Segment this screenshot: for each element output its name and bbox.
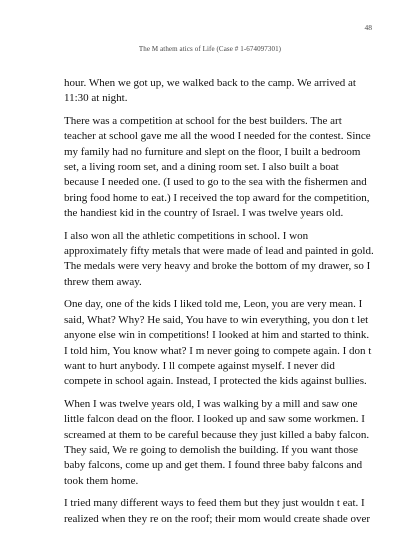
paragraph: I also won all the athletic competitions in school. I won approximately fifty metals that were made of lead and painted in gold. The medals were very heavy and broke the bottom of my drawer, so I threw them away. xyxy=(64,229,374,288)
paragraph: One day, one of the kids I liked told me, Leon, you are very mean. I said, What? Why? He said, You have to win everything, you don t let anyone else win in competitions! I looked at him and started to think. I told him, You know what? I m never going to compete again. I don t want to hurt anybody. I ll compete against myself. I never did compete in school again. Instead, I protected the kids against bullies. xyxy=(64,298,372,388)
paragraph: There was a competition at school for the best builders. The art teacher at school gave me all the wood I needed for the contest. Since my family had no furniture and slept on the floor, I built a bedroom set, a living room set, and a dining room set. I also built a boat because I needed one. (I used to go to the sea with the fishermen and bring food home to eat.) I received the top award for the competition, the handiest kid in the country of Israel. I was twelve years old. xyxy=(64,114,371,220)
paragraph: I tried many different ways to feed them but they just wouldn t eat. I realized when they re on the roof; their mom would create shade over xyxy=(64,497,371,525)
paragraph: When I was twelve years old, I was walking by a mill and saw one little falcon dead on the floor. I looked up and saw some workmen. I screamed at them to be careful because they just killed a baby falcon. They said, We re going to demolish the building. If you want those baby falcons, come up and get them. I found three baby falcons and took them home. xyxy=(64,397,370,487)
page-number: 48 xyxy=(364,23,372,32)
body-text xyxy=(64,76,374,534)
paragraph: hour. When we got up, we walked back to the camp. We arrived at 11:30 at night. xyxy=(64,77,356,105)
running-header: The M athem atics of Life (Case # 1-674097301) xyxy=(138,45,282,53)
